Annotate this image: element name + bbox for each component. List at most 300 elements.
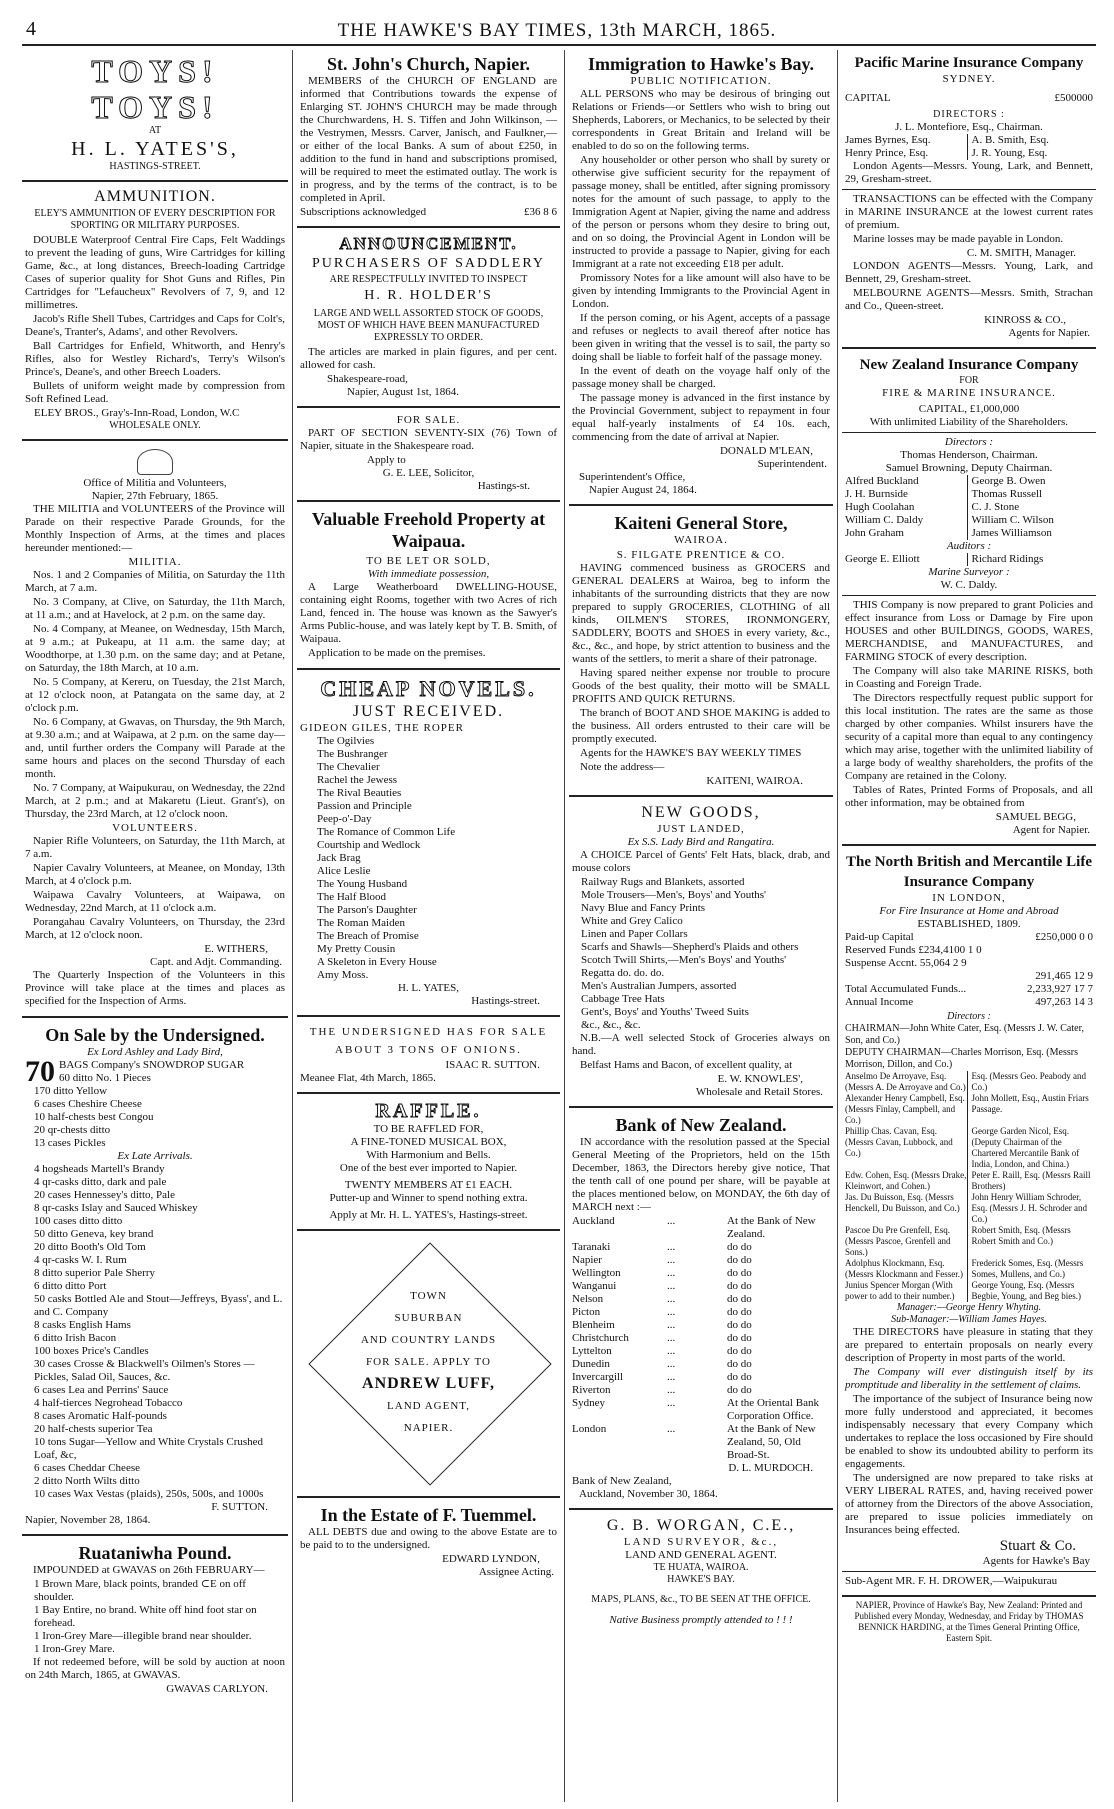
freehold-text: A Large Weatherboard DWELLING-HOUSE, containing eight Rooms, together with two Acres of rich Land, fenced in. The house was known as the Sawyer's Arms Public-house, and was lately kept by T. B. Smith, of Waipaua. xyxy=(300,581,557,645)
announcement-l1: PURCHASERS OF SADDLERY xyxy=(311,256,546,271)
sale-item: 100 cases ditto ditto xyxy=(34,1215,123,1227)
column-2 xyxy=(297,50,560,1802)
sale-ex2: Ex Late Arrivals. xyxy=(117,1150,193,1162)
novel-title: Alice Leslie xyxy=(317,865,371,877)
forsale-ad xyxy=(297,411,560,497)
divider xyxy=(297,1229,560,1231)
kaiteni-ad xyxy=(569,509,833,792)
director: George B. Owen xyxy=(971,475,1046,487)
director: Jas. Du Buisson, Esq. (Messrs Henckell, Du Buisson, and Co.) xyxy=(845,1192,968,1225)
estate-signature: EDWARD LYNDON, xyxy=(442,1553,540,1565)
bank-row: Lyttelton ... do do xyxy=(572,1345,752,1357)
divider xyxy=(297,1092,560,1094)
pacific-p1: TRANSACTIONS can be effected with the Company in MARINE INSURANCE at the lowest current rates of premium. xyxy=(845,193,1093,231)
ammo-heading: AMMUNITION. xyxy=(94,188,216,205)
militia-item: Nos. 1 and 2 Companies of Militia, on Saturday the 11th March, at 7 a.m. xyxy=(25,569,285,594)
pacific-heading: Pacific Marine Insurance Company xyxy=(854,55,1084,71)
director: William C. Wilson xyxy=(971,514,1054,526)
director: J. H. Burnside xyxy=(845,488,968,501)
nbm-p3: The importance of the subject of Insurance being now more fully understood and appreciated, it becomes indispensably necessary that every Company which undertakes to replace the loss occasioned by Fire should be enabled to show its undoubted ability to perform its engagements. xyxy=(845,1393,1093,1470)
nbm-directors-heading: Directors : xyxy=(947,1011,991,1022)
toys-at: AT xyxy=(148,125,162,136)
director: John Graham xyxy=(845,527,968,540)
kaiteni-p3: The branch of BOOT AND SHOE MAKING is added to the business. All orders entrusted to their care will be promptly executed. xyxy=(572,707,831,745)
pacific-melbourne-agents: MELBOURNE AGENTS—Messrs. Smith, Strachan and Co., Queen-street. xyxy=(845,287,1093,312)
novels-ad xyxy=(297,673,560,1012)
sale-item: 8 qr-casks Islay and Sauced Whiskey xyxy=(34,1202,198,1214)
bank-row: Sydney ... At the Oriental Bank Corporation Office. xyxy=(572,1397,819,1422)
ammunition-ad xyxy=(22,185,288,436)
goods-item: Gent's, Boys' and Youths' Tweed Suits xyxy=(581,1006,749,1018)
church-text: MEMBERS of the CHURCH OF ENGLAND are informed that Contributions towards the expense of Enlarging ST. JOHN'S CHURCH may be made through the Churchwardens, H. S. Tiffen and John Wilkinson, — the Vestrymen, Messrs. Carver, Janisch, and Faulkner,—or either of the local Banks. A sum of about £250, in addition to the fund in hand and subscriptions promised, will be required to meet the estimated outlay. The work is in progress, and by the terms of the contract, is to be completed in April. xyxy=(300,75,557,204)
kaiteni-p4: Agents for the HAWKE'S BAY WEEKLY TIMES xyxy=(580,747,802,759)
forsale-signature: G. E. LEE, Solicitor, xyxy=(382,467,475,479)
director: A. B. Smith, Esq. xyxy=(971,134,1049,146)
sale-item: 4 qr-casks ditto, dark and pale xyxy=(34,1176,167,1188)
sale-ex: Ex Lord Ashley and Lady Bird, xyxy=(87,1046,223,1058)
director: Phillip Chas. Cavan, Esq. (Messrs Cavan, Lubbock, and Co.) xyxy=(845,1126,968,1170)
freehold-l1: TO BE LET OR SOLD, xyxy=(366,555,491,567)
page-number: 4 xyxy=(26,18,36,40)
divider xyxy=(22,1534,288,1536)
militia-office: Office of Militia and Volunteers, xyxy=(83,477,227,489)
immigration-p6: The passage money is advanced in the first instance by the Provincial Government, subject to repayment in four equal half-yearly instalments of £4 10s. each, commencing from the date of arrival at Napier. xyxy=(572,392,830,443)
director: John Henry William Schroder, Esq. (Messrs J. H. Schroder and Co.) xyxy=(971,1192,1087,1224)
volunteer-item: Napier Cavalry Volunteers, at Meanee, on Monday, 13th March, at 4 o'clock p.m. xyxy=(25,862,285,887)
pacific-capital: £500000 xyxy=(1054,92,1093,104)
lands-l4: FOR SALE. APPLY TO xyxy=(366,1356,491,1368)
onions-date: Meanee Flat, 4th March, 1865. xyxy=(300,1072,436,1084)
immigration-office: Superintendent's Office, xyxy=(579,471,686,483)
sale-heading: On Sale by the Undersigned. xyxy=(45,1025,265,1045)
column-3 xyxy=(569,50,833,1802)
nbm-manager: Manager:—George Henry Whyting. xyxy=(896,1302,1042,1313)
goods-item: Scotch Twill Shirts,—Men's Boys' and Youths' xyxy=(581,954,787,966)
estate-heading: In the Estate of F. Tuemmel. xyxy=(320,1505,537,1525)
goods-item: A CHOICE Parcel of Gents' Felt Hats, black, drab, and mouse colors xyxy=(572,849,830,874)
worgan-l2: LAND SURVEYOR, &c., xyxy=(623,1536,779,1548)
divider xyxy=(842,1595,1096,1597)
divider xyxy=(842,189,1096,190)
goods-item: White and Grey Calico xyxy=(581,915,683,927)
subscriptions-label: Subscriptions acknowledged xyxy=(300,206,427,218)
director: Adolphus Klockmann, Esq. (Messrs Klockmann and Fesser.) xyxy=(845,1258,968,1280)
militia-intro: THE MILITIA and VOLUNTEERS of the Province will Parade on their respective Parade Grounds, for the Monthly Inspection of Arms, at the times and places hereunder mentioned:— xyxy=(25,503,285,554)
goods-item: &c., &c., &c. xyxy=(581,1019,641,1031)
divider xyxy=(569,1508,833,1510)
lands-l7: NAPIER. xyxy=(403,1422,454,1434)
divider xyxy=(297,1015,560,1017)
nbm-fin-row: Total Accumulated Funds... 2,233,927 17 7 xyxy=(845,983,1093,995)
raffle-heading: RAFFLE. xyxy=(375,1100,482,1122)
announcement-l5: The articles are marked in plain figures, and per cent. allowed for cash. xyxy=(300,346,557,371)
nzins-for: FOR xyxy=(959,375,979,386)
royal-crest-icon xyxy=(137,449,173,475)
sale-item: 100 boxes Price's Candles xyxy=(34,1345,149,1357)
pacific-capital-label: CAPITAL xyxy=(845,92,891,104)
director: Henry Prince, Esq. xyxy=(845,147,968,160)
novel-title: Jack Brag xyxy=(317,852,361,864)
bank-row: Wellington ... do do xyxy=(572,1267,752,1279)
divider xyxy=(297,1496,560,1498)
divider xyxy=(22,180,288,182)
sale-item: 20 cases Hennessey's ditto, Pale xyxy=(34,1189,175,1201)
divider xyxy=(569,1106,833,1108)
bank-signature: D. L. MURDOCH. xyxy=(728,1462,813,1474)
nzins-p3: The Directors respectfully request public support for this local institution. The rates are the same as those charged by other companies. Whilst insurers have the security of a capital more than equal to any contingency which may arise, together with the unlimited liability of a large body of wealthy shareholders, the profits of the Company are retained in the Colony. xyxy=(845,692,1093,782)
column-divider xyxy=(837,50,838,1802)
worgan-l1: G. B. WORGAN, C.E., xyxy=(606,1517,796,1534)
divider xyxy=(569,504,833,506)
sale-item: BAGS Company's SNOWDROP SUGAR xyxy=(59,1059,245,1071)
kaiteni-address: KAITENI, WAIROA. xyxy=(706,775,803,787)
freehold-heading: Valuable Freehold Property at Waipaua. xyxy=(311,509,546,551)
director: Anselmo De Arroyave, Esq. (Messrs A. De Arroyave and Co.) xyxy=(845,1071,966,1092)
bank-heading: Bank of New Zealand. xyxy=(615,1115,787,1135)
pound-footer: If not redeemed before, will be sold by auction at noon on 24th March, 1865, at GWAVAS. xyxy=(25,1656,285,1681)
nbm-fin-row: Reserved Funds £234,4100 1 0 xyxy=(845,944,982,956)
lands-ad xyxy=(297,1234,560,1493)
divider xyxy=(842,1571,1096,1572)
pacific-agent: KINROSS & CO., xyxy=(984,314,1066,326)
bank-date: Auckland, November 30, 1864. xyxy=(579,1488,718,1500)
director: George Garden Nicol, Esq. (Deputy Chairman of the Chartered Mercantile Bank of India, London, and China.) xyxy=(971,1126,1080,1169)
lands-l3: AND COUNTRY LANDS xyxy=(360,1334,497,1346)
nbm-established: ESTABLISHED, 1809. xyxy=(917,918,1021,930)
sale-item: 6 cases Cheddar Cheese xyxy=(34,1462,140,1474)
nbm-fin-row: Suspense Accnt. 55,064 2 9 xyxy=(845,957,967,969)
goods-item: Scarfs and Shawls—Shepherd's Plaids and others xyxy=(581,941,799,953)
goods-item: Navy Blue and Fancy Prints xyxy=(581,902,706,914)
nbm-heading: The North British and Mercantile Life Insurance Company xyxy=(846,854,1092,890)
nbm-chairman: CHAIRMAN—John White Cater, Esq. (Messrs J. W. Cater, Son, and Co.) xyxy=(845,1023,1084,1046)
onions-signature: ISAAC R. SUTTON. xyxy=(445,1059,540,1071)
lands-l2: SUBURBAN xyxy=(394,1312,463,1324)
sale-item: 20 ditto Booth's Old Tom xyxy=(34,1241,146,1253)
raffle-l6: Putter-up and Winner to spend nothing extra. xyxy=(329,1192,528,1204)
newspaper-title: THE HAWKE'S BAY TIMES, 13th MARCH, 1865. xyxy=(337,20,777,41)
kaiteni-sub: WAIROA. xyxy=(674,534,728,546)
pacific-signature: C. M. SMITH, Manager. xyxy=(966,247,1076,259)
raffle-l4: One of the best ever imported to Napier. xyxy=(339,1162,518,1174)
column-4 xyxy=(842,50,1096,1802)
novel-title: The Half Blood xyxy=(317,891,387,903)
sale-item: 50 casks Bottled Ale and Stout—Jeffreys, Byass', and L. and C. Company xyxy=(34,1293,283,1318)
novel-title: My Pretty Cousin xyxy=(317,943,396,955)
worgan-ad xyxy=(569,1513,833,1631)
lands-l1: TOWN xyxy=(410,1290,447,1302)
sale-ad xyxy=(22,1021,288,1531)
pound-ad xyxy=(22,1539,288,1700)
goods-item: Men's Australian Jumpers, assorted xyxy=(581,980,737,992)
auditor: Richard Ridings xyxy=(971,553,1044,565)
pound-signature: GWAVAS CARLYON. xyxy=(166,1683,268,1695)
divider xyxy=(22,439,288,441)
nzins-sub: FIRE & MARINE INSURANCE. xyxy=(882,387,1056,399)
nbm-sub: IN LONDON, xyxy=(932,892,1006,904)
director: James Williamson xyxy=(971,527,1052,539)
bank-row: Invercargill ... do do xyxy=(572,1371,752,1383)
column-1 xyxy=(22,50,288,1802)
bank-row: Auckland ... At the Bank of New Zealand. xyxy=(572,1215,816,1240)
immigration-sub: PUBLIC NOTIFICATION. xyxy=(630,75,772,87)
pound-item: 1 Brown Mare, black points, branded ⊂E on off shoulder. xyxy=(34,1578,246,1603)
pound-item: 1 Iron-Grey Mare—illegible brand near shoulder. xyxy=(34,1630,252,1642)
militia-item: No. 6 Company, at Gwavas, on Thursday, the 9th March, at 9.30 a.m.; and at Waipawa, at 2 p.m. on the same day—and, until further orders the Company will Parade at the same hours and places on the second Thursday of each month. xyxy=(25,716,285,780)
onions-ad xyxy=(297,1020,560,1089)
immigration-p3: Promissory Notes for a like amount will also have to be given by intending Immigrants to the Provincial Agent in London. xyxy=(572,272,830,310)
pound-heading: Ruataniwha Pound. xyxy=(78,1543,232,1563)
pacific-london-agents: LONDON AGENTS—Messrs. Young, Lark, and Bennett, 29, Gresham-street. xyxy=(845,260,1093,285)
volunteer-item: Porangahau Cavalry Volunteers, on Thursday, the 23rd March, at 12 o'clock noon. xyxy=(25,916,285,941)
estate-signature2: Assignee Acting. xyxy=(478,1566,554,1578)
bank-text: IN accordance with the resolution passed at the Special General Meeting of the Proprietors, held on the 15th December, 1863, the Directors hereby give notice, That the tenth call of one pound per share, will be payable at the places mentioned below, on MONDAY, the 6th day of MARCH next :— xyxy=(572,1136,830,1213)
novel-title: The Romance of Common Life xyxy=(317,826,456,838)
sale-item: 4 half-tierces Negrohead Tobacco xyxy=(34,1397,183,1409)
divider xyxy=(569,795,833,797)
church-ad xyxy=(297,50,560,223)
kaiteni-heading: Kaiteni General Store, xyxy=(614,513,788,533)
pacific-directors-heading: DIRECTORS : xyxy=(933,109,1005,120)
director: William C. Daldy xyxy=(845,514,968,527)
column-divider xyxy=(292,50,293,1802)
immigration-heading: Immigration to Hawke's Bay. xyxy=(587,54,814,74)
sale-item: 13 cases Pickles xyxy=(34,1137,106,1149)
announcement-heading: ANNOUNCEMENT. xyxy=(339,234,518,253)
pacific-chair: J. L. Montefiore, Esq., Chairman. xyxy=(895,121,1043,133)
goods-item: Cabbage Tree Hats xyxy=(581,993,665,1005)
volunteer-item: Napier Rifle Volunteers, on Saturday, the 11th March, at 7 a.m. xyxy=(25,835,285,860)
goods-nb: N.B.—A well selected Stock of Groceries always on hand. xyxy=(572,1032,830,1057)
novel-title: GIDEON GILES, THE ROPER xyxy=(300,722,464,734)
immigration-ad xyxy=(569,50,833,501)
freehold-text2: Application to be made on the premises. xyxy=(308,647,486,659)
novels-signature2: Hastings-street. xyxy=(471,995,540,1007)
pacific-london: London Agents—Messrs. Young, Lark, and Bennett, 29, Gresham-street. xyxy=(845,160,1093,185)
sale-item: 6 ditto ditto Port xyxy=(34,1280,107,1292)
sale-item: 10 cases Wax Vestas (plaids), 250s, 500s, and 1000s xyxy=(34,1488,264,1500)
director: Alexander Henry Campbell, Esq. (Messrs Finlay, Campbell, and Co.) xyxy=(845,1093,968,1126)
militia-date: Napier, 27th February, 1865. xyxy=(91,490,219,502)
novel-title: Courtship and Wedlock xyxy=(317,839,421,851)
bank-row: Napier ... do do xyxy=(572,1254,752,1266)
freehold-l2: With immediate possession, xyxy=(367,568,490,580)
goods-item: Mole Trousers—Men's, Boys' and Youths' xyxy=(581,889,767,901)
toys-title: TOYS! TOYS! xyxy=(91,53,219,125)
bank-row: Riverton ... do do xyxy=(572,1384,752,1396)
director: Edw. Cohen, Esq. (Messrs Drake, Kleinwort, and Cohen.) xyxy=(845,1170,967,1191)
forsale-apply: Apply to xyxy=(367,454,406,466)
nzins-capital: CAPITAL, £1,000,000 xyxy=(918,403,1020,415)
subscriptions-amount: £36 8 6 xyxy=(524,206,557,218)
toys-ad xyxy=(22,50,288,177)
divider xyxy=(297,500,560,502)
bank-row: Picton ... do do xyxy=(572,1306,752,1318)
ammo-sub: ELEY'S AMMUNITION OF EVERY DESCRIPTION FOR SPORTING OR MILITARY PURPOSES. xyxy=(34,208,276,231)
divider xyxy=(842,595,1096,596)
nz-insurance-ad xyxy=(842,352,1096,841)
militia-ad xyxy=(22,444,288,1013)
nbm-fin-row: Annual Income 497,263 14 3 xyxy=(845,996,1093,1008)
volunteer-item: Waipawa Cavalry Volunteers, at Waipawa, on Wednesday, 22nd March, at 11 o'clock a.m. xyxy=(25,889,285,914)
announcement-ad xyxy=(297,231,560,403)
nbm-signature2: Agents for Hawke's Bay xyxy=(982,1555,1090,1567)
director: Alfred Buckland xyxy=(845,475,968,488)
sale-item: 60 ditto No. 1 Pieces xyxy=(59,1072,151,1084)
sale-item: 8 casks English Hams xyxy=(34,1319,131,1331)
immigration-p5: In the event of death on the voyage half only of the passage money shall be charged. xyxy=(572,365,830,390)
director: James Byrnes, Esq. xyxy=(845,134,968,147)
novel-title: The Roman Maiden xyxy=(317,917,405,929)
director: Peter E. Raill, Esq. (Messrs Raill Brothers) xyxy=(971,1170,1091,1191)
ammo-p3: Ball Cartridges for Enfield, Whitworth, and Henry's Rifles, also for Westley Richard's, Terry's Wilson's Prince's, Deane's, and other Breech Loaders. xyxy=(25,340,285,378)
bank-row: Dunedin ... do do xyxy=(572,1358,752,1370)
ammo-p2: Jacob's Rifle Shell Tubes, Cartridges and Caps for Colt's, Deane's, Tranter's, Adams', and other Revolvers. xyxy=(25,313,285,338)
director: Junius Spencer Morgan (With power to add to their number.) xyxy=(845,1280,968,1302)
new-goods-ad xyxy=(569,800,833,1103)
nzins-surveyor: W. C. Daldy. xyxy=(940,579,998,591)
column-divider xyxy=(564,50,565,1802)
announcement-l2: ARE RESPECTFULLY INVITED TO INSPECT xyxy=(329,274,528,285)
militia-signature: E. WITHERS, xyxy=(204,943,268,955)
militia-item: No. 7 Company, at Waipukurau, on Wednesday, the 22nd March, at 2 p.m.; and at Makaretu (Lieut. Grant's), on Thursday, the 23rd March, at 12 o'clock noon. xyxy=(25,782,285,820)
novel-title: The Bushranger xyxy=(317,748,388,760)
raffle-l3: With Harmonium and Bells. xyxy=(366,1149,491,1161)
bank-table xyxy=(572,1215,830,1462)
nzins-signature2: Agent for Napier. xyxy=(1012,824,1090,836)
goods-item: Linen and Paper Collars xyxy=(581,928,688,940)
toys-shop: H. L. YATES'S, xyxy=(71,138,239,160)
novels-sub: JUST RECEIVED. xyxy=(352,703,505,720)
nbm-deputy: DEPUTY CHAIRMAN—Charles Morrison, Esq. (Messrs Morrison, Dillon, and Co.) xyxy=(845,1047,1078,1070)
bank-row: Taranaki ... do do xyxy=(572,1241,752,1253)
sale-item: 50 ditto Geneva, key brand xyxy=(34,1228,154,1240)
sale-item: 4 hogsheads Martell's Brandy xyxy=(34,1163,165,1175)
pacific-p2: Marine losses may be made payable in London. xyxy=(853,233,1064,245)
onions-text: THE UNDERSIGNED HAS FOR SALE ABOUT 3 TONS OF ONIONS. xyxy=(309,1026,548,1056)
nbm-financials xyxy=(845,931,1093,1009)
immigration-date: Napier August 24, 1864. xyxy=(589,484,697,496)
bank-ad xyxy=(569,1111,833,1505)
bank-row: Wanganui ... do do xyxy=(572,1280,752,1292)
ammo-p1: DOUBLE Waterproof Central Fire Caps, Felt Waddings to prevent the leading of guns, Wire Cartridges for killing Game, &c., at long distances, Breech-loading Cartridge Cases of superior quality for Shot Guns and Rifles, Pin Cartridges for "Lefaucheux" Revolvers of 7, 9, and 12 millimetres. xyxy=(25,234,285,311)
sale-item: 8 ditto superior Pale Sherry xyxy=(34,1267,155,1279)
forsale-text: PART OF SECTION SEVENTY-SIX (76) Town of Napier, situate in the Shakespeare road. xyxy=(300,427,557,452)
novel-title: The Rival Beauties xyxy=(317,787,402,799)
kaiteni-p5: Note the address— xyxy=(580,761,665,773)
immigration-signature2: Superintendent. xyxy=(757,458,827,470)
sale-item: 4 qr-casks W. I. Rum xyxy=(34,1254,127,1266)
nzins-chair: Thomas Henderson, Chairman. xyxy=(900,449,1038,461)
announcement-date: Napier, August 1st, 1864. xyxy=(347,386,459,398)
nzins-surveyor-heading: Marine Surveyor : xyxy=(928,566,1010,578)
north-british-ad xyxy=(842,849,1096,1592)
director: Esq. (Messrs Geo. Peabody and Co.) xyxy=(971,1071,1086,1092)
divider xyxy=(842,432,1096,433)
divider xyxy=(842,347,1096,349)
pacific-ad xyxy=(842,50,1096,344)
director: Hugh Coolahan xyxy=(845,501,968,514)
divider xyxy=(297,226,560,228)
bank-row: Christchurch ... do do xyxy=(572,1332,752,1344)
sale-item: 10 half-chests best Congou xyxy=(34,1111,154,1123)
nzins-heading: New Zealand Insurance Company xyxy=(859,357,1079,373)
sale-item: 10 tons Sugar—Yellow and White Crystals Crushed Loaf, &c, xyxy=(34,1436,264,1461)
sale-item: 6 ditto Irish Bacon xyxy=(34,1332,117,1344)
nbm-sub-agent: Sub-Agent MR. F. H. DROWER,—Waipukurau xyxy=(845,1575,1058,1587)
novel-title: The Parson's Daughter xyxy=(317,904,417,916)
pound-text: IMPOUNDED at GWAVAS on 26th FEBRUARY— xyxy=(33,1564,265,1576)
kaiteni-firm: S. FILGATE PRENTICE & CO. xyxy=(616,549,786,561)
volunteers-heading: VOLUNTEERS. xyxy=(112,822,198,834)
lands-l6: LAND AGENT, xyxy=(387,1400,470,1412)
novels-heading: CHEAP NOVELS. xyxy=(320,676,537,701)
sale-item: 6 cases Lea and Perrins' Sauce xyxy=(34,1384,169,1396)
nbm-signature: Stuart & Co. xyxy=(999,1538,1076,1554)
militia-heading: MILITIA. xyxy=(128,556,182,568)
sale-item: 20 qr-chests ditto xyxy=(34,1124,111,1136)
goods-item: Railway Rugs and Blankets, assorted xyxy=(581,876,745,888)
nzins-signature: SAMUEL BEGG, xyxy=(995,811,1076,823)
nbm-sub-manager: Sub-Manager:—William James Hayes. xyxy=(891,1314,1047,1325)
sale-item: 170 ditto Yellow xyxy=(34,1085,108,1097)
sale-item: 6 cases Cheshire Cheese xyxy=(34,1098,142,1110)
nzins-p1: THIS Company is now prepared to grant Policies and effect insurance from Loss or Damage by Fire upon HOUSES and other BUILDINGS, GOODS, WARES, MERCHANDISE, and MANUFACTURES, and FARMING STOCK of every description. xyxy=(845,599,1093,663)
kaiteni-p1: HAVING commenced business as GROCERS and GENERAL DEALERS at Wairoa, beg to inform the inhabitants of the surrounding districts that they are now prepared to supply GROCERIES, CLOTHING of all kinds, OILMEN'S STORES, IRONMONGERY, SADDLERY, BOOTS and SHOES in every variety, &c., &c., &c., and hope, by strict attention to business and the wants of the settlers, to merit a share of their patronage. xyxy=(572,562,830,665)
novel-title: The Breach of Promise xyxy=(317,930,419,942)
director: Pascoe Du Pre Grenfell, Esq. (Messrs Pascoe, Grenfell and Sons.) xyxy=(845,1225,968,1258)
worgan-l7: Native Business promptly attended to ! ! ! xyxy=(609,1614,793,1626)
auditor: George E. Elliott xyxy=(845,553,968,566)
director: George Young, Esq. (Messrs Begbie, Young, and Beg bies.) xyxy=(971,1280,1081,1301)
director: C. J. Stone xyxy=(971,501,1020,513)
sale-item: 20 half-chests superior Tea xyxy=(34,1423,153,1435)
forsale-heading: FOR SALE. xyxy=(396,414,461,426)
novel-title: Amy Moss. xyxy=(317,969,369,981)
sale-date: Napier, November 28, 1864. xyxy=(25,1514,151,1526)
ammo-p4: Bullets of uniform weight made by compression from Soft Refined Lead. xyxy=(25,380,285,405)
militia-item: No. 5 Company, at Kereru, on Tuesday, the 21st March, at 12 o'clock noon, at Patangata on the same day, at 2 o'clock p.m. xyxy=(25,676,285,714)
goods-signature: E. W. KNOWLES', xyxy=(717,1073,803,1085)
divider xyxy=(22,1016,288,1018)
nbm-p1: THE DIRECTORS have pleasure in stating that they are prepared to entertain proposals on nearly every description of Property in most parts of the world. xyxy=(845,1326,1093,1364)
novel-title: The Chevalier xyxy=(317,761,380,773)
novel-title: Rachel the Jewess xyxy=(317,774,398,786)
goods-sub: JUST LANDED, xyxy=(657,823,745,835)
director: Frederick Somes, Esq. (Messrs Somes, Mullens, and Co.) xyxy=(971,1258,1084,1279)
goods-bacon: Belfast Hams and Bacon, of excellent quality, at xyxy=(580,1059,793,1071)
nzins-liability: With unlimited Liability of the Shareholders. xyxy=(869,416,1069,428)
goods-heading: NEW GOODS, xyxy=(641,804,761,821)
director: John Mollett, Esq., Austin Friars Passage. xyxy=(971,1093,1089,1114)
church-heading: St. John's Church, Napier. xyxy=(326,54,531,74)
divider xyxy=(842,844,1096,846)
novel-title: Peep-o'-Day xyxy=(317,813,372,825)
pound-item: 1 Iron-Grey Mare. xyxy=(34,1643,115,1655)
goods-item: Regatta do. do. do. xyxy=(581,967,665,979)
worgan-l6: MAPS, PLANS, &c., TO BE SEEN AT THE OFFICE. xyxy=(591,1594,811,1605)
raffle-l2: A FINE-TONED MUSICAL BOX, xyxy=(350,1136,507,1148)
bank-row: London ... At the Bank of New Zealand, 50, Old Broad-St. xyxy=(572,1423,816,1461)
raffle-l7: Apply at Mr. H. L. YATES's, Hastings-street. xyxy=(329,1209,528,1221)
forsale-signature2: Hastings-st. xyxy=(477,480,530,492)
nzins-auditors-heading: Auditors : xyxy=(946,540,992,552)
militia-signature-title: Capt. and Adjt. Commanding. xyxy=(150,956,282,968)
pacific-agent-title: Agents for Napier. xyxy=(1008,327,1090,339)
printer-imprint: NAPIER, Province of Hawke's Bay, New Zealand: Printed and Published every Monday, Wednesday, and Friday by THOMAS BENNICK HARDING, at the Times General Printing Office, Eastern Spit. xyxy=(854,1600,1084,1643)
nbm-p4: The undersigned are now prepared to take risks at VERY LIBERAL RATES, and, having received power of attorney from the Directors of the above Association, are prepared to issue policies immediately on Insurances being effected. xyxy=(845,1472,1093,1536)
militia-footer: The Quarterly Inspection of the Volunteers in this Province will take place at the times and places as specified for the Inspection of Arms. xyxy=(25,969,285,1007)
